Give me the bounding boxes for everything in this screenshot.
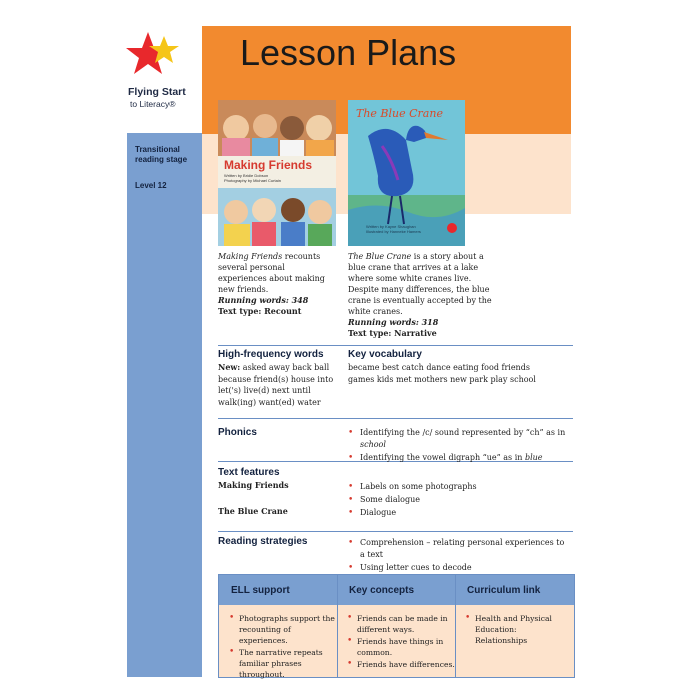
divider [218,531,573,532]
ell-support-cell [229,613,337,680]
phonics-example: blue [524,453,543,462]
list-item: • Labels on some photographs [348,481,568,493]
cover-credit [224,173,281,183]
header-key-concepts: Key concepts [349,585,415,596]
list-item [348,427,568,451]
star-icon [126,30,186,86]
list-item: • Health and Physical Education: Relationships [465,613,569,646]
text-features-heading: Text features [218,467,280,478]
phonics-example: school [360,440,386,449]
sidebar [127,133,202,677]
text-features-book1: Making Friends [218,480,289,490]
book-title-inline: Making Friends [218,252,283,261]
list-item: • Photographs support the recounting of experiences. [229,613,337,646]
running-words: Running words: 318 [348,317,439,327]
book-summary: is a story about a blue crane that arrives at a lake where some white cranes live. Despite many differences, the blue crane is eventually accepted by the white cranes. [348,252,492,316]
cover-author: Written by Kayne Shaughan [366,224,416,229]
book-cover-making-friends [218,100,336,246]
text-features-book2-list [348,507,568,519]
reading-stage: Transitional reading stage [135,145,188,164]
hf-words-heading: High-frequency words [218,349,324,360]
list-item: • Comprehension – relating personal experiences to a text [348,537,570,561]
divider [218,418,573,419]
reading-strategies-heading: Reading strategies [218,536,308,547]
header-curriculum-link: Curriculum link [467,585,541,596]
list-item: • Some dialogue [348,494,568,506]
table-header [219,575,574,605]
support-table [218,574,575,678]
cover-photographer: Photography by Michael Curtain [224,178,281,183]
book-summary: recounts several personal experiences about making new friends. [218,252,325,294]
cover-credit [366,224,421,234]
cover-title: The Blue Crane [356,107,443,120]
book-title-inline: The Blue Crane [348,252,412,261]
phonics-text: Identifying the vowel digraph “ue” as in [360,453,525,462]
phonics-heading: Phonics [218,427,257,438]
reading-level: Level 12 [135,181,167,190]
phonics-text: Identifying the /c/ sound represented by “ch” as in [360,428,566,437]
new-label: New: [218,362,241,372]
list-item [348,452,568,464]
hf-words: asked away back ball because friend(s) house into let('s) live(d) next until walk(ing) want(ed) water [218,363,334,407]
book-cover-blue-crane [348,100,465,246]
logo-subtext: to Literacy® [130,99,176,109]
text-features-book1-list [348,481,568,506]
table-body [219,605,574,677]
hf-words-list [218,362,336,408]
text-features-book2: The Blue Crane [218,506,288,516]
curriculum-link-cell [465,613,569,646]
header-ell-support: ELL support [231,585,290,596]
phonics-list [348,427,568,464]
key-vocab-heading: Key vocabulary [348,349,422,360]
key-concepts-cell [347,613,455,670]
cover-illustrator: Illustrated by Hanneke Hamers [366,229,421,234]
logo-text: Flying Start [128,86,186,98]
running-words: Running words: 348 [218,295,309,305]
list-item: • Friends can be made in different ways. [347,613,455,635]
column-divider [455,575,456,677]
divider [218,345,573,346]
page-title: Lesson Plans [240,32,457,73]
reading-strategies-list [348,537,570,574]
text-type: Text type: Narrative [348,328,437,338]
column-divider [337,575,338,677]
list-item: • The narrative repeats familiar phrases throughout. [229,647,337,680]
key-vocab-list: became best catch dance eating food friends games kids met mothers new park play school [348,363,536,384]
book-description-making-friends [218,251,336,317]
list-item: • Dialogue [348,507,568,519]
text-type: Text type: Recount [218,306,302,316]
cover-title: Making Friends [224,158,313,172]
cover-author: Written by Bridie Dobson [224,173,269,178]
list-item: • Using letter cues to decode [348,562,570,574]
flying-start-logo [120,30,200,120]
book-description-blue-crane [348,251,498,339]
list-item: • Friends have things in common. [347,636,455,658]
list-item: • Friends have differences. [347,659,455,670]
